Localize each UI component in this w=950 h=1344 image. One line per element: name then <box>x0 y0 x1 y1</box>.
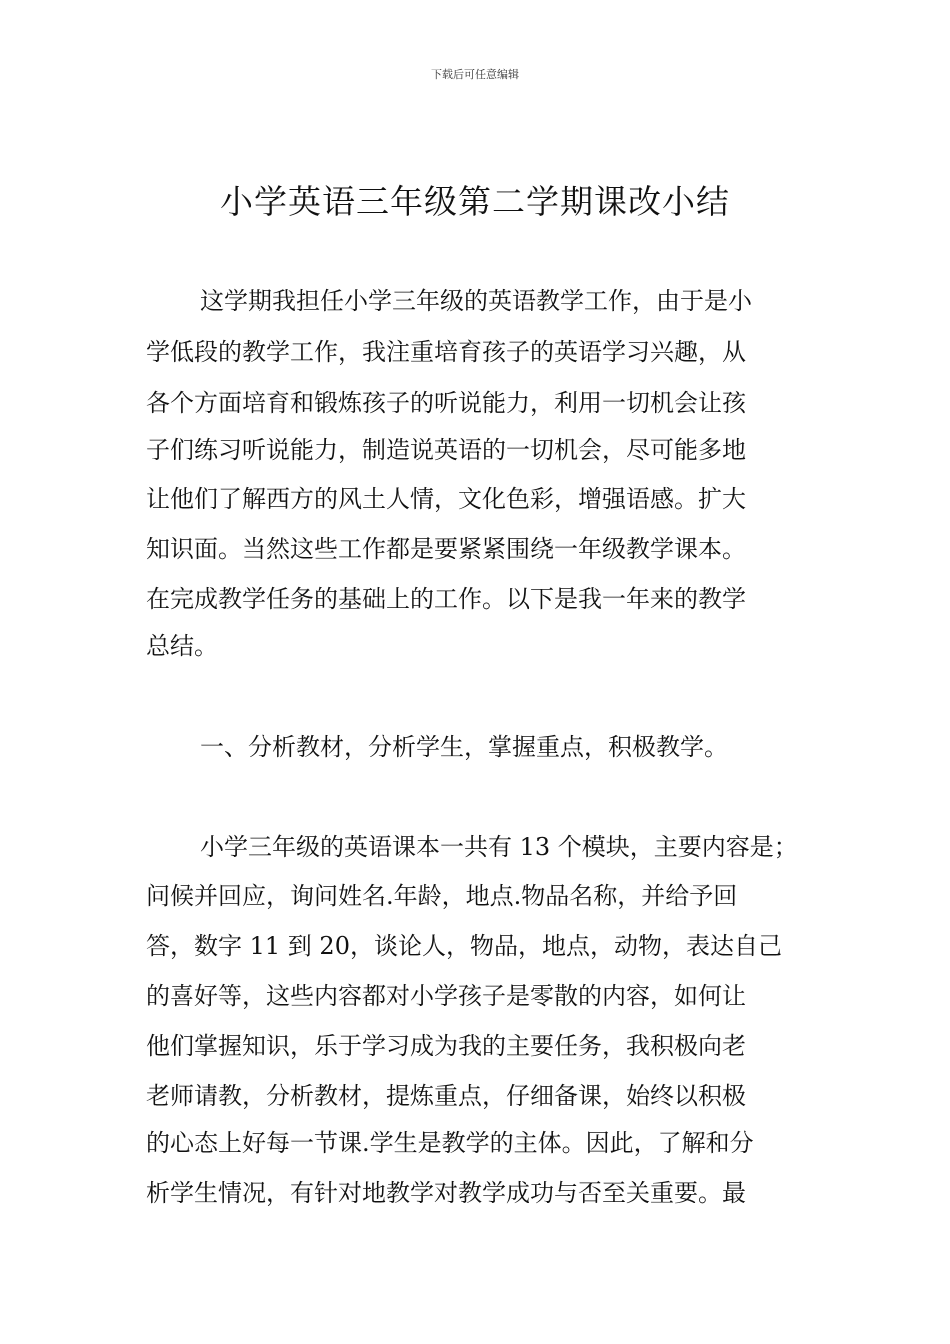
paragraph-line: 的心态上好每一节课.学生是教学的主体。因此，了解和分 <box>146 1129 754 1157</box>
paragraph-line: 在完成教学任务的基础上的工作。以下是我一年来的教学 <box>146 585 746 613</box>
paragraph-line: 他们掌握知识，乐于学习成为我的主要任务，我积极向老 <box>146 1032 746 1060</box>
paragraph-line: 老师请教，分析教材，提炼重点，仔细备课，始终以积极 <box>146 1082 746 1110</box>
paragraph-line: 答，数字 11 到 20，谈论人，物品，地点，动物，表达自己 <box>146 932 782 960</box>
paragraph-line: 让他们了解西方的风土人情，文化色彩，增强语感。扩大 <box>146 485 746 513</box>
header-note: 下载后可任意编辑 <box>431 68 519 81</box>
paragraph-line: 的喜好等，这些内容都对小学孩子是零散的内容，如何让 <box>146 982 746 1010</box>
paragraph-line: 知识面。当然这些工作都是要紧紧围绕一年级教学课本。 <box>146 535 746 563</box>
paragraph-line: 总结。 <box>146 632 218 660</box>
paragraph-line: 析学生情况，有针对地教学对教学成功与否至关重要。最 <box>146 1179 746 1207</box>
paragraph-line: 这学期我担任小学三年级的英语教学工作，由于是小 <box>200 287 752 315</box>
paragraph-line: 问候并回应，询问姓名.年龄，地点.物品名称，并给予回 <box>146 882 738 910</box>
paragraph-line: 子们练习听说能力，制造说英语的一切机会，尽可能多地 <box>146 436 746 464</box>
paragraph-line: 各个方面培育和锻炼孩子的听说能力，利用一切机会让孩 <box>146 389 746 417</box>
document-title: 小学英语三年级第二学期课改小结 <box>220 182 730 221</box>
paragraph-line: 小学三年级的英语课本一共有 13 个模块，主要内容是； <box>200 833 798 861</box>
paragraph-line: 学低段的教学工作，我注重培育孩子的英语学习兴趣，从 <box>146 338 746 366</box>
section-heading: 一、分析教材，分析学生，掌握重点，积极教学。 <box>200 733 728 761</box>
